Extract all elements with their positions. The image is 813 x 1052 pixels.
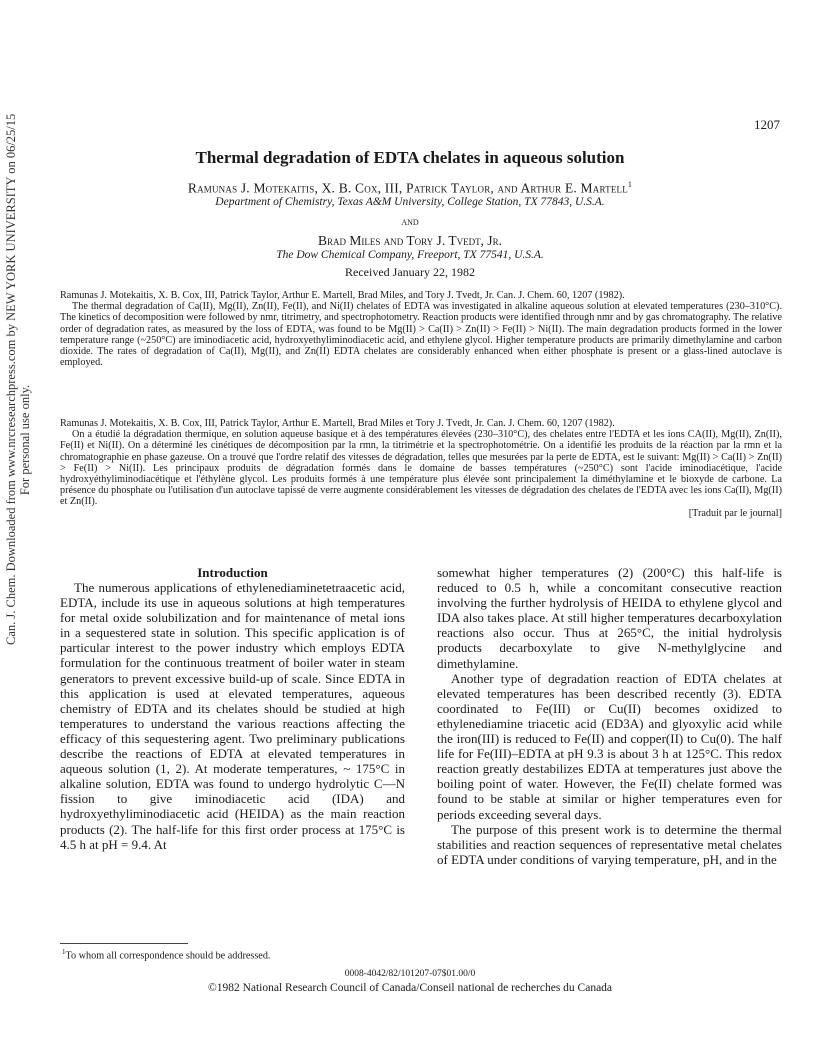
right-paragraph-3: The purpose of this present work is to determine the thermal stabilities and reaction sequences of representative metal chelates of EDTA under conditions of varying temperature, pH, and in the bbox=[437, 821, 782, 867]
right-paragraph-2: Another type of degradation reaction of EDTA chelates at elevated temperatures has been described recently (3). EDTA coordinated to Fe(III) or Cu(II) becomes oxidized to ethylenediamine triacetic acid (ED3A) and glyoxylic acid while the iron(III) is reduced to Fe(II) and copper(II) to Cu(0). The half life for Fe(III)–EDTA at pH 9.3 is about 3 h at 125°C. This redox reaction greatly destabilizes EDTA at temperatures just above the boiling point of water. However, the Fe(II) chelate formed was found to be stable at similar or higher temperatures even for periods exceeding several days. bbox=[437, 670, 782, 822]
issn-line: 0008-4042/82/101207-07$01.00/0 bbox=[344, 969, 476, 979]
translation-note: [Traduit par le journal] bbox=[688, 507, 782, 519]
right-paragraph-1: somewhat higher temperatures (2) (200°C) this half-life is reduced to 0.5 h, while a concomitant consecutive reaction involving the further hydrolysis of HEIDA to ethylene glycol and IDA also takes place. At still higher temperatures decarboxylation reactions also occur. Thus at 265°C, the initial hydrolysis products decarboxylate to give N-methylglycine and dimethylamine. bbox=[437, 565, 782, 671]
copyright-line: ©1982 National Research Council of Canada/Conseil national de recherches du Canada bbox=[207, 982, 613, 994]
footnote-mark: 1 bbox=[62, 948, 66, 956]
received-date: Received January 22, 1982 bbox=[345, 265, 475, 279]
watermark-line-2: For personal use only. bbox=[18, 384, 32, 496]
author-footnote-mark: 1 bbox=[627, 180, 633, 189]
right-column bbox=[437, 565, 782, 867]
footnote-rule bbox=[60, 943, 188, 944]
introduction-heading: Introduction bbox=[197, 565, 268, 580]
affiliation-1: Department of Chemistry, Texas A&M University, College Station, TX 77843, U.S.A. bbox=[215, 196, 605, 208]
abstract-en-body: The thermal degradation of Ca(II), Mg(II), Zn(II), Fe(II), and Ni(II) chelates of EDTA was investigated in alkaline aqueous solution at elevated temperatures (230–310°C). The kinetics of decomposition were followed by nmr, titrimetry, and spectrophotometry. Reaction products were identified through nmr and by gas chromatography. The relative order of degradation rates, as measured by the loss of EDTA, was found to be Mg(II) > Ca(II) > Zn(II) > Fe(II) > Ni(II). The main degradation products formed in the lower temperature range (~250°C) are iminodiacetic acid, hydroxyethyliminodiacetic acid, and ethylene glycol. Higher temperature products are primarily dimethylamine and carbon dioxide. The rates of degradation of Ca(II), Mg(II), and Zn(II) EDTA chelates are considerably enhanced when either phosphate is present or a glass-lined autoclave is employed. bbox=[60, 301, 782, 369]
abstract-fr-body: On a étudié la dégradation thermique, en solution aqueuse basique et à des températures élevées (230–310°C), des chelates entre l'EDTA et les ions CA(II), Mg(II), Zn(II), Fe(II) et Ni(II). On a déterminé les cinétiques de décomposition par la rmn, la titrimétrie et la spectrophotométrie. On a identifié les produits de la réaction par la rmn et la chromatographie en phase gazeuse. On a trouvé que l'ordre relatif des vitesses de dégradation, telles que mesurées par la perte de EDTA, est le suivant: Mg(II) > Ca(II) > Zn(II) > Fe(II) > Ni(II). Les principaux produits de dégradation formés dans le domaine de basses températures (~250°C) sont l'acide iminodiacétique, l'acide hydroxyéthyliminodiacétique et l'éthylène glycol. Les produits formés à une température plus élevée sont principalement la diméthylamine et le bioxyde de carbone. La présence du phosphate ou l'utilisation d'un autoclave tapissé de verre augmente considérablement les vitesses de dégradation des chelates de l'EDTA avec les ions Ca(II), Mg(II) et Zn(II). bbox=[60, 429, 782, 508]
download-watermark bbox=[4, 113, 46, 645]
footnote-text: To whom all correspondence should be addressed. bbox=[65, 950, 271, 962]
left-column bbox=[60, 565, 405, 852]
authors-1-text: Ramunas J. Motekaitis, X. B. Cox, III, Patrick Taylor, and Arthur E. Martell bbox=[187, 180, 628, 196]
abstract-french bbox=[60, 418, 782, 519]
and-separator: and bbox=[401, 214, 419, 228]
author-list-1 bbox=[150, 180, 670, 197]
intro-paragraph-1: The numerous applications of ethylenediaminetetraacetic acid, EDTA, include its use in aqueous solutions at high temperatures for metal oxide solubilization and for maintenance of metal ions in a sequestered state in solution. This specific application is of particular interest to the power industry which employs EDTA formulation for the continuous treatment of boiler water in steam generators to prevent excessive build-up of scale. Since EDTA in this application is used at elevated temperatures, aqueous chemistry of EDTA and its chelates should be studied at high temperatures to understand the various reactions affecting the efficacy of this sequestering agent. Two preliminary publications describe the reactions of EDTA at elevated temperatures in aqueous solution (1, 2). At moderate temperatures, ~ 175°C in alkaline solution, EDTA was found to undergo hydrolytic C—N fission to give iminodiacetic acid (IDA) and hydroxyethyliminodiacetic acid (HEIDA) as the main reaction products (2). The half-life for this first order process at 175°C is 4.5 h at pH = 9.4. At bbox=[60, 580, 405, 852]
abstract-en-citation: Ramunas J. Motekaitis, X. B. Cox, III, Patrick Taylor, Arthur E. Martell, Brad Miles, and Tory J. Tvedt, Jr. Can. J. Chem. 60, 1207 (1982). bbox=[60, 290, 625, 301]
affiliation-2: The Dow Chemical Company, Freeport, TX 77541, U.S.A. bbox=[276, 249, 544, 261]
abstract-english bbox=[60, 290, 782, 368]
page-number: 1207 bbox=[754, 117, 780, 132]
author-list-2: Brad Miles and Tory J. Tvedt, Jr. bbox=[318, 233, 502, 248]
footnote bbox=[62, 948, 392, 961]
watermark-line-1: Can. J. Chem. Downloaded from www.nrcresearchpress.com by NEW YORK UNIVERSITY on 06/25/15 bbox=[4, 113, 18, 645]
article-title: Thermal degradation of EDTA chelates in aqueous solution bbox=[195, 148, 625, 167]
abstract-fr-citation: Ramunas J. Motekaitis, X. B. Cox, III, Patrick Taylor, Arthur E. Martell, Brad Miles et Tory J. Tvedt, Jr. Can. J. Chem. 60, 1207 (1982). bbox=[60, 418, 615, 429]
